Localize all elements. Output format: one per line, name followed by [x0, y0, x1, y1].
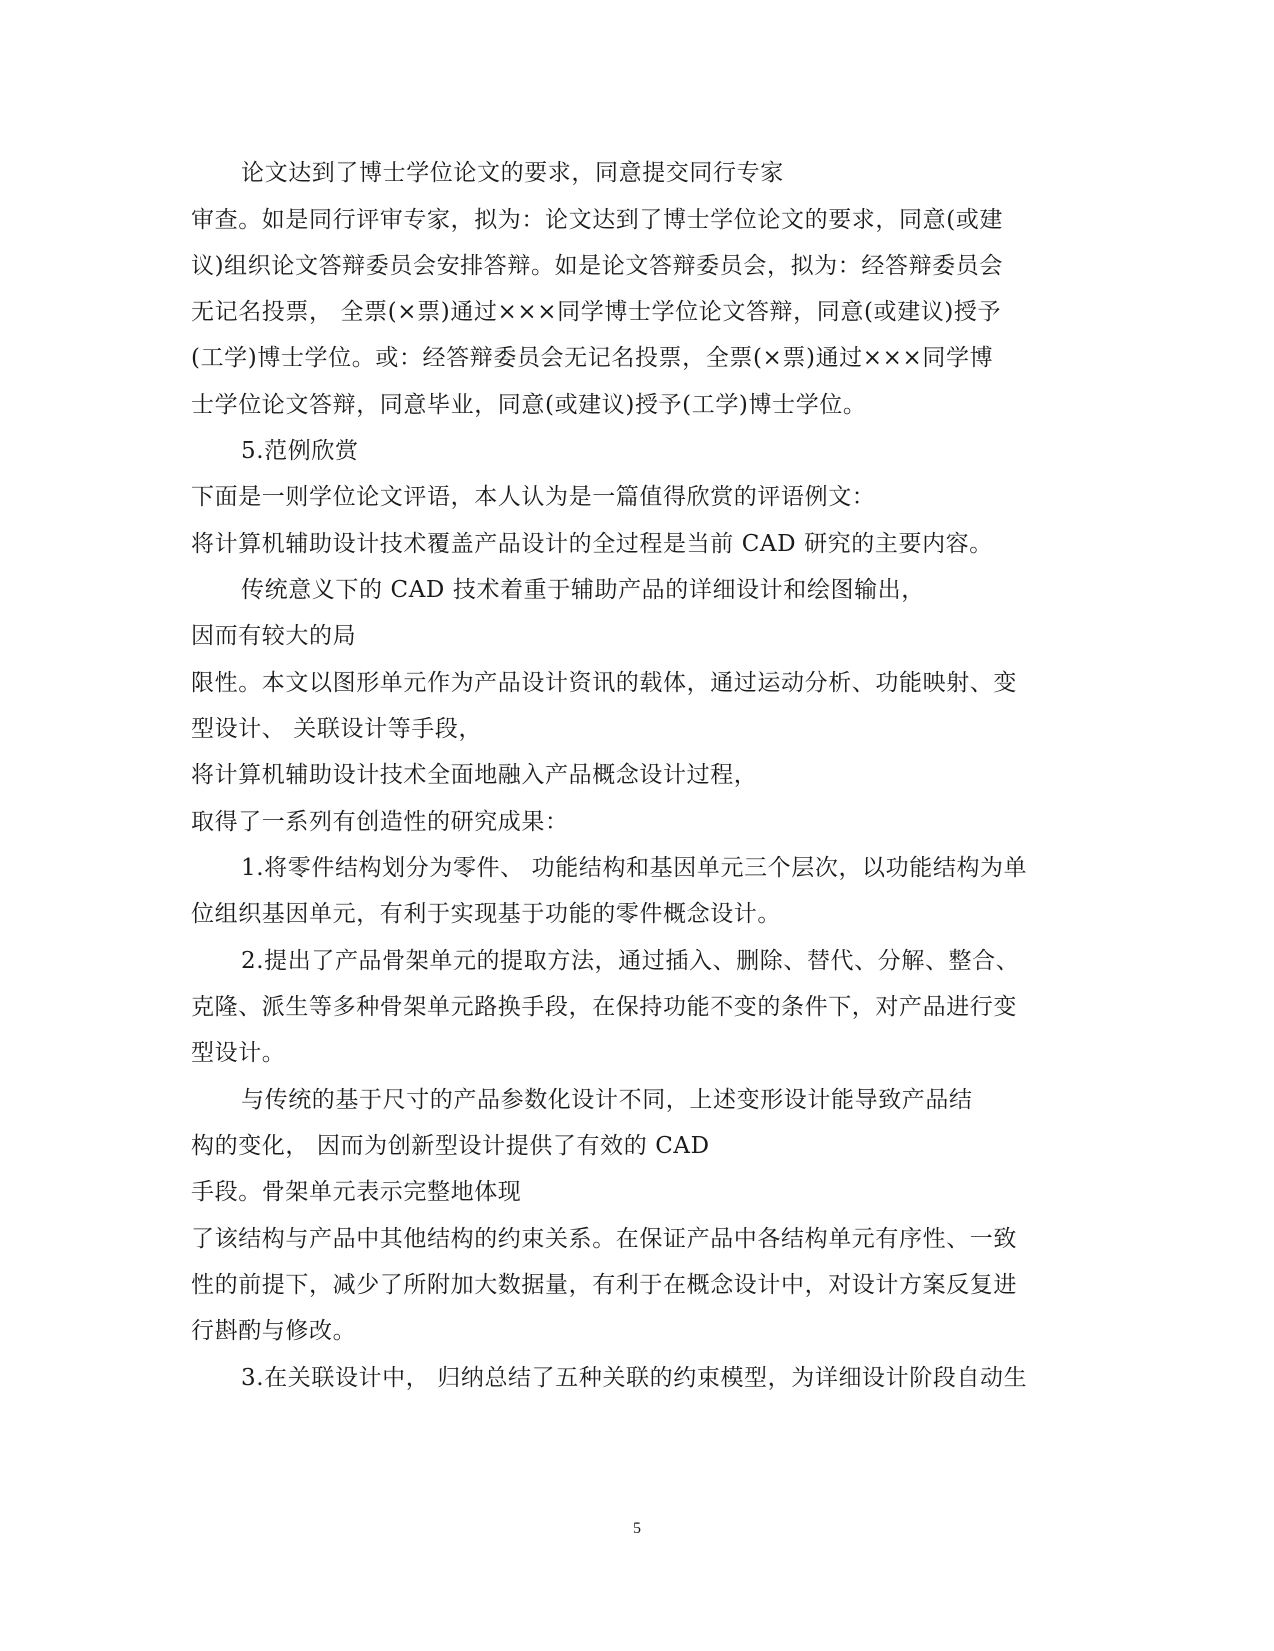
text-line: 论文达到了博士学位论文的要求，同意提交同行专家 [241, 160, 784, 186]
text-line: 型设计、 关联设计等手段， [191, 716, 483, 742]
text-line: 无记名投票， 全票(×票)通过×××同学博士学位论文答辩，同意(或建议)授予 [191, 299, 1002, 325]
text-line: 下面是一则学位论文评语，本人认为是一篇值得欣赏的评语例文： [191, 484, 876, 510]
text-line: 克隆、派生等多种骨架单元路换手段，在保持功能不变的条件下，对产品进行变 [191, 994, 1017, 1020]
list-item: 3.在关联设计中， 归纳总结了五种关联的约束模型，为详细设计阶段自动生 [241, 1365, 1028, 1391]
text-line: 传统意义下的 CAD 技术着重于辅助产品的详细设计和绘图输出， [241, 577, 925, 603]
text-line: 构的变化， 因而为创新型设计提供了有效的 CAD [191, 1133, 710, 1159]
text-line: (工学)博士学位。或：经答辩委员会无记名投票，全票(×票)通过×××同学博 [191, 345, 994, 371]
text-line: 因而有较大的局 [191, 623, 357, 649]
text-line: 了该结构与产品中其他结构的约束关系。在保证产品中各结构单元有序性、一致 [191, 1226, 1017, 1252]
text-line: 性的前提下，减少了所附加大数据量，有利于在概念设计中，对设计方案反复进 [191, 1272, 1017, 1298]
text-line: 与传统的基于尺寸的产品参数化设计不同，上述变形设计能导致产品结 [241, 1087, 973, 1113]
text-line: 型设计。 [191, 1040, 286, 1066]
section-heading: 5.范例欣赏 [241, 438, 359, 464]
text-line: 限性。本文以图形单元作为产品设计资讯的载体，通过运动分析、功能映射、变 [191, 670, 1017, 696]
text-line: 手段。骨架单元表示完整地体现 [191, 1179, 522, 1205]
text-line: 行斟酌与修改。 [191, 1318, 357, 1344]
text-line: 将计算机辅助设计技术覆盖产品设计的全过程是当前 CAD 研究的主要内容。 [191, 531, 993, 557]
list-item: 2.提出了产品骨架单元的提取方法，通过插入、删除、替代、分解、整合、 [241, 948, 1020, 974]
text-line: 将计算机辅助设计技术全面地融入产品概念设计过程， [191, 762, 758, 788]
text-line: 士学位论文答辩，同意毕业，同意(或建议)授予(工学)博士学位。 [191, 392, 867, 418]
text-line: 位组织基因单元，有利于实现基于功能的零件概念设计。 [191, 901, 781, 927]
list-item: 1.将零件结构划分为零件、 功能结构和基因单元三个层次，以功能结构为单 [241, 855, 1028, 881]
text-line: 议)组织论文答辩委员会安排答辩。如是论文答辩委员会，拟为：经答辩委员会 [191, 253, 1003, 279]
page-number: 5 [633, 1520, 641, 1537]
text-line: 审查。如是同行评审专家，拟为：论文达到了博士学位论文的要求，同意(或建 [191, 207, 1003, 233]
text-line: 取得了一系列有创造性的研究成果： [191, 809, 569, 835]
